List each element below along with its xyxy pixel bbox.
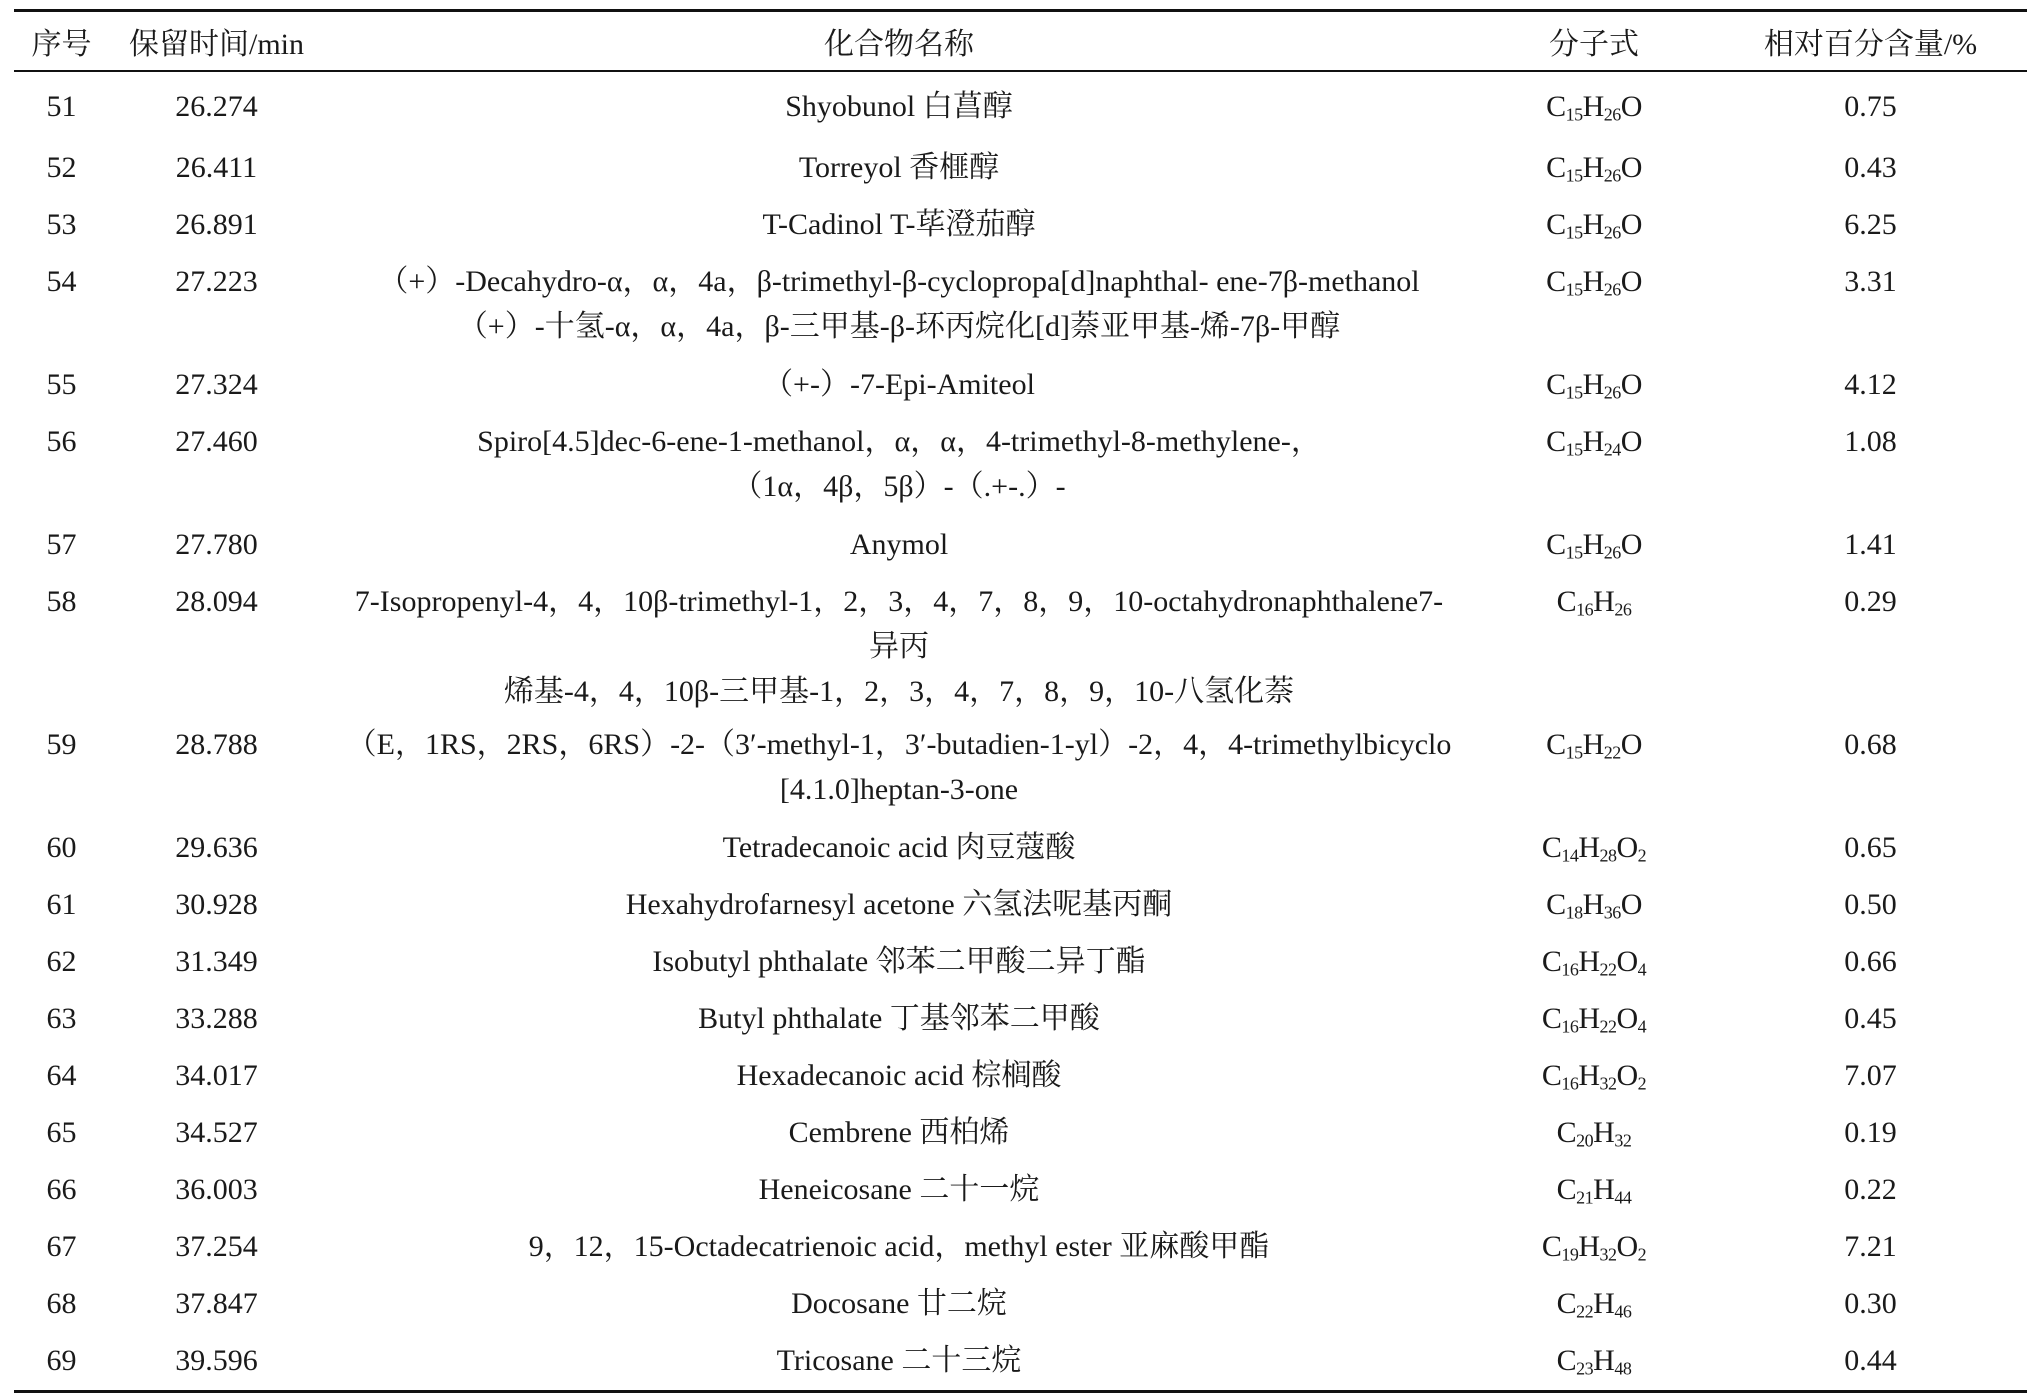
- cell-formula: [1474, 817, 1714, 874]
- cell-index: 56: [46, 425, 77, 458]
- formula-element: C: [1541, 1002, 1562, 1035]
- formula-element: C: [1546, 528, 1566, 561]
- formula-subscript: 2: [1637, 1073, 1647, 1094]
- cell-index: 61: [46, 888, 77, 921]
- formula-subscript: 32: [1599, 1244, 1617, 1265]
- cell-formula: [1474, 411, 1714, 514]
- table-header: [14, 11, 2027, 72]
- compound-name-line: Cembrene 西柏烯: [788, 1116, 1010, 1149]
- cell-index: 52: [46, 151, 77, 184]
- table-row: [14, 1273, 2027, 1330]
- table-row: [14, 817, 2027, 874]
- cell-compound-name: [324, 251, 1474, 354]
- compound-name-line: Spiro[4.5]dec-6-ene-1-methanol，α，α，4-trimethyl-8-methylene-，: [477, 425, 1321, 458]
- compound-name-line: 烯基-4，4，10β-三甲基-1，2，3，4，7，8，9，10-八氢化萘: [503, 675, 1295, 708]
- formula-subscript: 15: [1565, 439, 1583, 460]
- formula-subscript: 22: [1576, 1301, 1594, 1322]
- cell-retention-time: 33.288: [175, 1002, 258, 1035]
- cell-formula: [1474, 571, 1714, 714]
- formula-subscript: 15: [1565, 165, 1583, 186]
- compound-name-line: （+）-Decahydro-α，α，4a，β-trimethyl-β-cyclopropa[d]naphthal- ene-7β-methanol: [378, 265, 1420, 298]
- cell-retention-time: 27.460: [175, 425, 258, 458]
- formula-subscript: 48: [1614, 1358, 1632, 1379]
- cell-index: 55: [46, 368, 77, 401]
- cell-compound-name: [324, 931, 1474, 988]
- formula-subscript: 19: [1561, 1244, 1579, 1265]
- compound-name-line: 9，12，15-Octadecatrienoic acid，methyl ester 亚麻酸甲酯: [528, 1230, 1270, 1263]
- cell-compound-name: [324, 137, 1474, 194]
- cell-retention-time: 26.891: [175, 208, 258, 241]
- formula-element: H: [1593, 1344, 1615, 1377]
- table-row: [14, 251, 2027, 354]
- formula-element: H: [1582, 151, 1604, 184]
- formula-subscript: 46: [1614, 1301, 1632, 1322]
- cell-index: 54: [46, 265, 77, 298]
- table-row: [14, 1216, 2027, 1273]
- compound-name-line: Docosane 廿二烷: [791, 1287, 1007, 1320]
- compound-name-line: （+-）-7-Epi-Amiteol: [763, 368, 1035, 401]
- cell-relative-content: 0.50: [1844, 888, 1897, 921]
- table-row: [14, 1102, 2027, 1159]
- table-row: [14, 1159, 2027, 1216]
- formula-subscript: 2: [1637, 845, 1647, 866]
- formula-element: O: [1616, 945, 1638, 978]
- compound-name-line: Tricosane 二十三烷: [776, 1344, 1022, 1377]
- formula-subscript: 15: [1565, 104, 1583, 125]
- cell-retention-time: 37.254: [175, 1230, 258, 1263]
- cell-index: 68: [46, 1287, 77, 1320]
- cell-formula: [1474, 1159, 1714, 1216]
- formula-element: C: [1556, 1173, 1577, 1206]
- formula-element: H: [1578, 945, 1600, 978]
- cell-index: 63: [46, 1002, 77, 1035]
- formula-element: O: [1620, 90, 1642, 123]
- cell-relative-content: 3.31: [1844, 265, 1897, 298]
- cell-index: 67: [46, 1230, 77, 1263]
- cell-relative-content: 7.07: [1844, 1059, 1897, 1092]
- formula-element: O: [1616, 831, 1638, 864]
- cell-relative-content: 0.43: [1844, 151, 1897, 184]
- cell-formula: [1474, 514, 1714, 571]
- formula-element: H: [1578, 1230, 1600, 1263]
- header-row: [14, 11, 2027, 72]
- formula-element: C: [1556, 1344, 1577, 1377]
- compound-name-line: Hexahydrofarnesyl acetone 六氢法呢基丙酮: [625, 888, 1173, 921]
- formula-element: C: [1546, 368, 1566, 401]
- header-compound-name: 化合物名称: [324, 11, 1474, 72]
- formula-element: H: [1582, 208, 1604, 241]
- cell-retention-time: 29.636: [175, 831, 258, 864]
- formula-subscript: 16: [1576, 599, 1594, 620]
- formula-element: H: [1582, 425, 1604, 458]
- cell-retention-time: 36.003: [175, 1173, 258, 1206]
- cell-retention-time: 27.223: [175, 265, 258, 298]
- cell-relative-content: 0.75: [1844, 90, 1897, 123]
- cell-retention-time: 30.928: [175, 888, 258, 921]
- cell-retention-time: 31.349: [175, 945, 258, 978]
- cell-compound-name: [324, 874, 1474, 931]
- formula-element: O: [1620, 151, 1642, 184]
- table-row: [14, 514, 2027, 571]
- formula-subscript: 26: [1603, 222, 1621, 243]
- compound-name-line: Anymol: [849, 528, 949, 561]
- cell-relative-content: 0.44: [1714, 1330, 2027, 1392]
- formula-subscript: 26: [1603, 542, 1621, 563]
- cell-retention-time: 39.596: [109, 1330, 324, 1392]
- formula-subscript: 20: [1576, 1130, 1594, 1151]
- cell-index: 69: [14, 1330, 109, 1392]
- cell-relative-content: 7.21: [1844, 1230, 1897, 1263]
- table-row: [14, 571, 2027, 714]
- cell-index: 62: [46, 945, 77, 978]
- formula-element: C: [1546, 888, 1566, 921]
- formula-element: C: [1541, 1230, 1562, 1263]
- formula-subscript: 26: [1603, 165, 1621, 186]
- formula-subscript: 4: [1637, 1016, 1647, 1037]
- compound-name-line: Heneicosane 二十一烷: [758, 1173, 1040, 1206]
- cell-index: 57: [46, 528, 77, 561]
- formula-subscript: 14: [1561, 845, 1579, 866]
- cell-formula: [1474, 137, 1714, 194]
- table-row: [14, 354, 2027, 411]
- cell-relative-content: 0.66: [1844, 945, 1897, 978]
- table-row: [14, 874, 2027, 931]
- formula-element: H: [1578, 1002, 1600, 1035]
- compound-table: [14, 9, 2027, 1393]
- formula-subscript: 26: [1603, 382, 1621, 403]
- formula-subscript: 26: [1603, 104, 1621, 125]
- formula-element: C: [1546, 728, 1566, 761]
- compound-name-line: （1α，4β，5β）-（.+-.）-: [732, 470, 1066, 503]
- formula-element: C: [1546, 208, 1566, 241]
- cell-compound-name: [324, 1102, 1474, 1159]
- formula-element: C: [1546, 425, 1566, 458]
- cell-compound-name: [324, 194, 1474, 251]
- header-retention-time: 保留时间/min: [109, 11, 324, 72]
- formula-subscript: 22: [1603, 742, 1621, 763]
- formula-subscript: 24: [1603, 439, 1621, 460]
- compound-name-line: Butyl phthalate 丁基邻苯二甲酸: [698, 1002, 1100, 1035]
- formula-element: H: [1593, 585, 1615, 618]
- formula-element: C: [1541, 831, 1562, 864]
- cell-compound-name: [324, 1216, 1474, 1273]
- formula-subscript: 28: [1599, 845, 1617, 866]
- formula-element: H: [1582, 265, 1604, 298]
- cell-formula: [1474, 1273, 1714, 1330]
- cell-index: 64: [46, 1059, 77, 1092]
- formula-element: O: [1616, 1002, 1638, 1035]
- formula-element: O: [1620, 728, 1642, 761]
- formula-subscript: 15: [1565, 222, 1583, 243]
- cell-relative-content: 4.12: [1844, 368, 1897, 401]
- compound-name-line: Hexadecanoic acid 棕榈酸: [736, 1059, 1062, 1092]
- formula-subscript: 26: [1603, 279, 1621, 300]
- compound-name-line: T-Cadinol T-荜澄茄醇: [762, 208, 1036, 241]
- cell-index: 58: [46, 585, 77, 618]
- formula-subscript: 15: [1565, 542, 1583, 563]
- table-row: [14, 137, 2027, 194]
- cell-retention-time: 27.780: [175, 528, 258, 561]
- formula-element: H: [1578, 1059, 1600, 1092]
- formula-element: H: [1593, 1173, 1615, 1206]
- formula-element: O: [1620, 368, 1642, 401]
- cell-index: 51: [46, 90, 77, 123]
- formula-subscript: 18: [1565, 902, 1583, 923]
- formula-subscript: 16: [1561, 1073, 1579, 1094]
- formula-element: C: [1541, 945, 1562, 978]
- cell-compound-name: [324, 714, 1474, 817]
- header-relative-content: 相对百分含量/%: [1714, 11, 2027, 72]
- formula-subscript: 15: [1565, 279, 1583, 300]
- cell-formula: [1474, 931, 1714, 988]
- formula-element: H: [1582, 528, 1604, 561]
- cell-retention-time: 26.411: [175, 151, 258, 184]
- cell-relative-content: 0.29: [1844, 585, 1897, 618]
- table-row: [14, 931, 2027, 988]
- formula-subscript: 2: [1637, 1244, 1647, 1265]
- cell-compound-name: [324, 1045, 1474, 1102]
- cell-relative-content: 0.45: [1844, 1002, 1897, 1035]
- cell-formula: [1474, 988, 1714, 1045]
- compound-name-line: （E，1RS，2RS，6RS）-2-（3′-methyl-1，3′-butadien-1-yl）-2，4，4-trimethylbicyclo: [346, 728, 1452, 761]
- formula-subscript: 15: [1565, 742, 1583, 763]
- cell-formula: [1474, 1102, 1714, 1159]
- formula-subscript: 23: [1576, 1358, 1594, 1379]
- formula-element: O: [1616, 1230, 1638, 1263]
- formula-element: H: [1582, 368, 1604, 401]
- cell-compound-name: [324, 817, 1474, 874]
- table-row: [14, 988, 2027, 1045]
- formula-element: H: [1593, 1116, 1615, 1149]
- cell-compound-name: [324, 988, 1474, 1045]
- cell-retention-time: 34.017: [175, 1059, 258, 1092]
- formula-subscript: 16: [1561, 1016, 1579, 1037]
- cell-compound-name: [324, 1273, 1474, 1330]
- cell-relative-content: 0.30: [1844, 1287, 1897, 1320]
- cell-formula: [1474, 251, 1714, 354]
- cell-compound-name: [324, 571, 1474, 714]
- cell-retention-time: 37.847: [175, 1287, 258, 1320]
- compound-name-line: Shyobunol 白菖醇: [785, 90, 1013, 123]
- cell-formula: [1474, 874, 1714, 931]
- header-formula: 分子式: [1474, 11, 1714, 72]
- table-body: [14, 71, 2027, 1392]
- compound-table-container: [14, 9, 2027, 1393]
- formula-subscript: 21: [1576, 1187, 1594, 1208]
- cell-relative-content: 1.08: [1844, 425, 1897, 458]
- cell-retention-time: 26.274: [175, 90, 258, 123]
- cell-compound-name: [324, 514, 1474, 571]
- cell-formula: [1474, 1330, 1714, 1392]
- formula-element: C: [1556, 585, 1577, 618]
- cell-formula: [1474, 71, 1714, 137]
- formula-element: H: [1582, 888, 1604, 921]
- cell-compound-name: [324, 1330, 1474, 1392]
- formula-subscript: 22: [1599, 959, 1617, 980]
- table-row: [14, 1330, 2027, 1392]
- formula-element: C: [1556, 1116, 1577, 1149]
- cell-relative-content: 0.68: [1844, 728, 1897, 761]
- formula-subscript: 15: [1565, 382, 1583, 403]
- formula-subscript: 44: [1614, 1187, 1632, 1208]
- formula-element: O: [1616, 1059, 1638, 1092]
- formula-element: C: [1546, 90, 1566, 123]
- cell-retention-time: 28.094: [175, 585, 258, 618]
- table-row: [14, 714, 2027, 817]
- cell-relative-content: 0.22: [1844, 1173, 1897, 1206]
- cell-index: 66: [46, 1173, 77, 1206]
- compound-name-line: Tetradecanoic acid 肉豆蔻酸: [722, 831, 1076, 864]
- cell-compound-name: [324, 71, 1474, 137]
- formula-element: O: [1620, 528, 1642, 561]
- table-row: [14, 411, 2027, 514]
- cell-index: 65: [46, 1116, 77, 1149]
- cell-compound-name: [324, 411, 1474, 514]
- formula-subscript: 4: [1637, 959, 1647, 980]
- formula-element: C: [1546, 151, 1566, 184]
- formula-element: H: [1593, 1287, 1615, 1320]
- compound-name-line: Torreyol 香榧醇: [798, 151, 1000, 184]
- cell-retention-time: 27.324: [175, 368, 258, 401]
- formula-element: C: [1541, 1059, 1562, 1092]
- header-index: 序号: [14, 11, 109, 72]
- cell-retention-time: 28.788: [175, 728, 258, 761]
- cell-formula: [1474, 714, 1714, 817]
- formula-element: C: [1556, 1287, 1577, 1320]
- cell-index: 60: [46, 831, 77, 864]
- formula-subscript: 16: [1561, 959, 1579, 980]
- table-row: [14, 1045, 2027, 1102]
- formula-element: O: [1620, 888, 1642, 921]
- cell-formula: [1474, 354, 1714, 411]
- table-row: [14, 71, 2027, 137]
- cell-relative-content: 0.19: [1844, 1116, 1897, 1149]
- compound-name-line: [4.1.0]heptan-3-one: [779, 773, 1019, 806]
- formula-subscript: 32: [1614, 1130, 1632, 1151]
- cell-compound-name: [324, 1159, 1474, 1216]
- formula-element: O: [1620, 265, 1642, 298]
- cell-relative-content: 1.41: [1844, 528, 1897, 561]
- formula-subscript: 32: [1599, 1073, 1617, 1094]
- cell-compound-name: [324, 354, 1474, 411]
- table-row: [14, 194, 2027, 251]
- formula-subscript: 36: [1603, 902, 1621, 923]
- compound-name-line: 7-Isopropenyl-4，4，10β-trimethyl-1，2，3，4，7，8，9，10-octahydronaphthalene7-异丙: [354, 585, 1444, 663]
- formula-element: O: [1620, 208, 1642, 241]
- cell-formula: [1474, 1045, 1714, 1102]
- formula-subscript: 26: [1614, 599, 1632, 620]
- formula-subscript: 22: [1599, 1016, 1617, 1037]
- cell-index: 59: [46, 728, 77, 761]
- formula-element: O: [1620, 425, 1642, 458]
- cell-formula: [1474, 1216, 1714, 1273]
- cell-relative-content: 0.65: [1844, 831, 1897, 864]
- cell-retention-time: 34.527: [175, 1116, 258, 1149]
- cell-formula: [1474, 194, 1714, 251]
- cell-relative-content: 6.25: [1844, 208, 1897, 241]
- formula-element: C: [1546, 265, 1566, 298]
- compound-name-line: Isobutyl phthalate 邻苯二甲酸二异丁酯: [652, 945, 1146, 978]
- formula-element: H: [1582, 90, 1604, 123]
- compound-name-line: （+）-十氢-α，α，4a，β-三甲基-β-环丙烷化[d]萘亚甲基-烯-7β-甲醇: [457, 310, 1341, 343]
- formula-element: H: [1582, 728, 1604, 761]
- cell-index: 53: [46, 208, 77, 241]
- formula-element: H: [1578, 831, 1600, 864]
